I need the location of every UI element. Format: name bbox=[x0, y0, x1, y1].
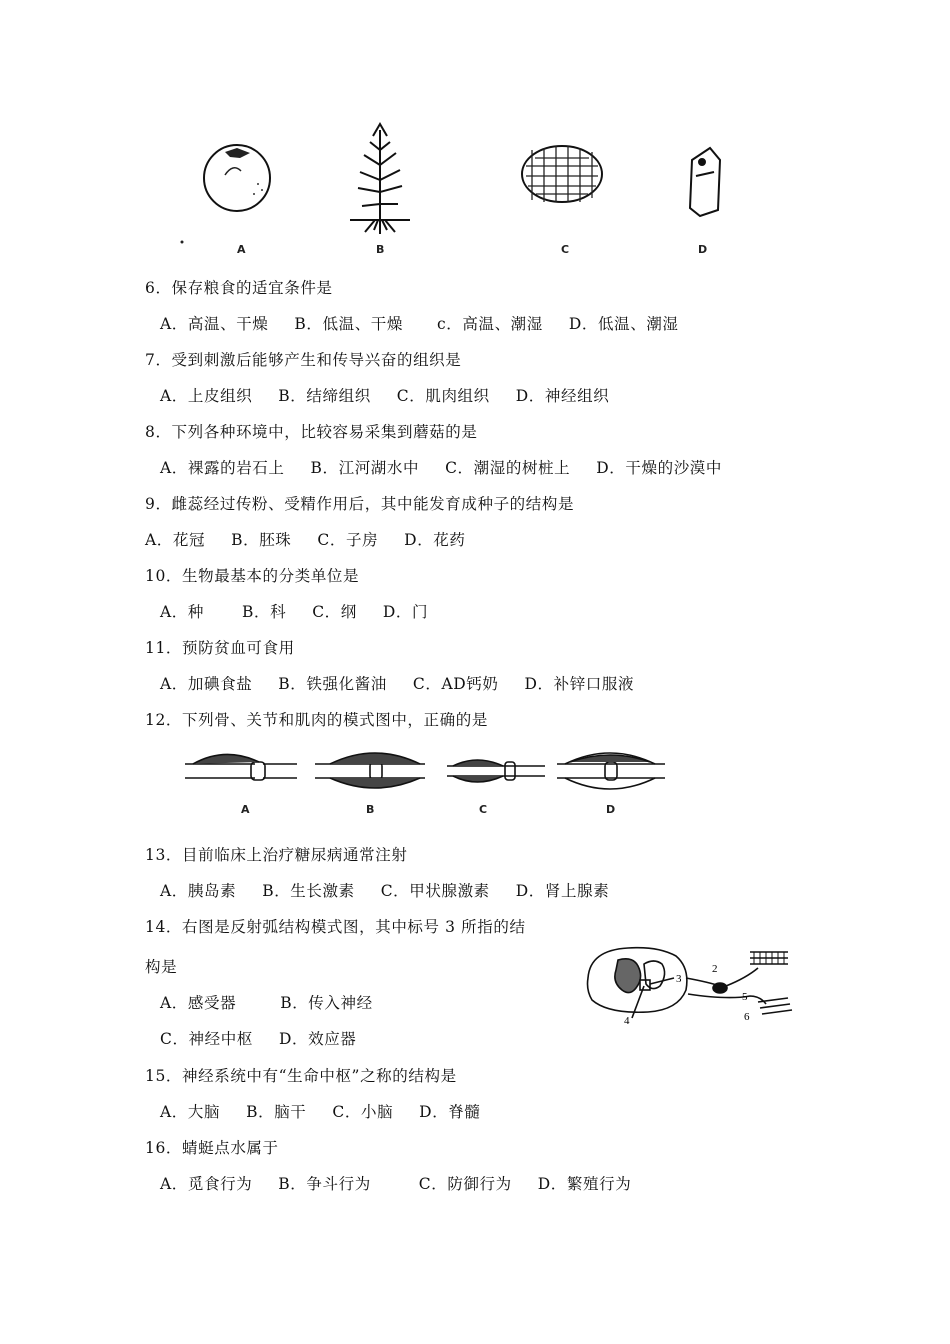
q15-option-c[interactable]: C．小脑 bbox=[332, 1103, 394, 1121]
q15-option-a[interactable]: A．大脑 bbox=[160, 1103, 221, 1121]
question-13-stem: 13．目前临床上治疗糖尿病通常注射 bbox=[145, 846, 408, 864]
q15-option-b[interactable]: B．脑干 bbox=[246, 1103, 307, 1121]
tissue-drawing bbox=[522, 146, 602, 202]
q15-option-d[interactable]: D．脊髓 bbox=[419, 1103, 481, 1121]
question-8-options bbox=[160, 456, 748, 478]
q14-option-a[interactable]: A．感受器 bbox=[160, 994, 237, 1012]
q10-option-d[interactable]: D．门 bbox=[382, 603, 429, 621]
q13-option-a[interactable]: A．胰岛素 bbox=[160, 882, 237, 900]
q11-option-c[interactable]: C．AD钙奶 bbox=[412, 675, 499, 693]
q14-option-c[interactable]: C．神经中枢 bbox=[160, 1030, 253, 1048]
q16-option-b[interactable]: B．争斗行为 bbox=[278, 1175, 371, 1193]
q13-option-d[interactable]: D．肾上腺素 bbox=[515, 882, 610, 900]
question-8-stem: 8．下列各种环境中，比较容易采集到蘑菇的是 bbox=[145, 423, 478, 441]
question-16-stem: 16．蜻蜓点水属于 bbox=[145, 1139, 279, 1157]
question-15-stem: 15．神经系统中有“生命中枢”之称的结构是 bbox=[145, 1067, 457, 1085]
bone-figure-label-d: D bbox=[606, 803, 616, 816]
question-9-stem: 9．雌蕊经过传粉、受精作用后，其中能发育成种子的结构是 bbox=[145, 495, 575, 513]
model-d bbox=[557, 753, 665, 789]
q10-option-c[interactable]: C．纲 bbox=[312, 603, 357, 621]
q9-option-b[interactable]: B．胚珠 bbox=[231, 531, 292, 549]
reflex-arc-figure bbox=[578, 938, 798, 1028]
top-figure-label-c: C bbox=[561, 243, 570, 256]
cell-drawing bbox=[690, 148, 720, 216]
q14-option-b[interactable]: B．传入神经 bbox=[280, 994, 373, 1012]
q7-option-b[interactable]: B．结缔组织 bbox=[278, 387, 371, 405]
model-c bbox=[447, 760, 545, 782]
question-10-options bbox=[160, 600, 454, 622]
question-14-options-row-1 bbox=[160, 991, 399, 1013]
q13-option-b[interactable]: B．生长激素 bbox=[262, 882, 355, 900]
q9-option-a[interactable]: A．花冠 bbox=[145, 531, 206, 549]
q13-option-c[interactable]: C．甲状腺激素 bbox=[380, 882, 490, 900]
question-16-options bbox=[160, 1172, 657, 1194]
q7-option-c[interactable]: C．肌肉组织 bbox=[396, 387, 490, 405]
q7-option-d[interactable]: D．神经组织 bbox=[515, 387, 610, 405]
reflex-label-5: 5 bbox=[742, 991, 748, 1003]
top-figure-label-a: A bbox=[237, 243, 246, 256]
q16-option-c[interactable]: C．防御行为 bbox=[418, 1175, 512, 1193]
question-13-options bbox=[160, 879, 635, 901]
top-figure bbox=[170, 120, 750, 260]
bone-figure-label-c: C bbox=[479, 803, 488, 816]
q8-option-a[interactable]: A．裸露的岩石上 bbox=[160, 459, 285, 477]
q6-option-d[interactable]: D．低温、潮湿 bbox=[568, 315, 679, 333]
question-14-stem-continued: 构是 bbox=[145, 958, 178, 976]
bone-figure-label-b: B bbox=[366, 803, 375, 816]
top-figure-label-b: B bbox=[376, 243, 385, 256]
question-11-options bbox=[160, 672, 660, 694]
tomato-drawing bbox=[204, 145, 270, 211]
reflex-label-6: 6 bbox=[744, 1011, 750, 1023]
question-11-stem: 11．预防贫血可食用 bbox=[145, 639, 295, 657]
reflex-label-2: 2 bbox=[712, 963, 718, 975]
q9-option-c[interactable]: C．子房 bbox=[317, 531, 379, 549]
q10-option-a[interactable]: A．种 bbox=[160, 603, 204, 621]
q6-option-c[interactable]: c．高温、潮湿 bbox=[437, 315, 543, 333]
question-6-options bbox=[160, 312, 705, 334]
q6-option-b[interactable]: B．低温、干燥 bbox=[294, 315, 403, 333]
question-6-stem: 6．保存粮食的适宜条件是 bbox=[145, 279, 333, 297]
q11-option-b[interactable]: B．铁强化酱油 bbox=[278, 675, 387, 693]
q9-option-d[interactable]: D．花药 bbox=[404, 531, 466, 549]
question-14-stem: 14．右图是反射弧结构模式图，其中标号 3 所指的结 bbox=[145, 918, 526, 936]
q6-option-a[interactable]: A．高温、干燥 bbox=[160, 315, 269, 333]
question-12-stem: 12．下列骨、关节和肌肉的模式图中，正确的是 bbox=[145, 711, 488, 729]
question-10-stem: 10．生物最基本的分类单位是 bbox=[145, 567, 360, 585]
bone-figure-label-a: A bbox=[241, 803, 250, 816]
corn-plant-drawing bbox=[350, 124, 410, 234]
question-14-options-row-2 bbox=[160, 1027, 382, 1049]
model-b bbox=[315, 753, 425, 788]
bone-joint-muscle-figure bbox=[185, 748, 670, 796]
q16-option-d[interactable]: D．繁殖行为 bbox=[537, 1175, 632, 1193]
q8-option-b[interactable]: B．江河湖水中 bbox=[310, 459, 420, 477]
q14-option-d[interactable]: D．效应器 bbox=[278, 1030, 357, 1048]
top-figure-label-d: D bbox=[698, 243, 708, 256]
q16-option-a[interactable]: A．觅食行为 bbox=[160, 1175, 253, 1193]
question-7-stem: 7．受到刺激后能够产生和传导兴奋的组织是 bbox=[145, 351, 462, 369]
model-a bbox=[185, 754, 297, 780]
question-7-options bbox=[160, 384, 635, 406]
question-15-options bbox=[160, 1100, 507, 1122]
q8-option-c[interactable]: C．潮湿的树桩上 bbox=[445, 459, 571, 477]
q8-option-d[interactable]: D．干燥的沙漠中 bbox=[596, 459, 722, 477]
reflex-label-4: 4 bbox=[624, 1015, 630, 1027]
q7-option-a[interactable]: A．上皮组织 bbox=[160, 387, 253, 405]
q11-option-d[interactable]: D．补锌口服液 bbox=[524, 675, 635, 693]
q10-option-b[interactable]: B．科 bbox=[242, 603, 287, 621]
question-9-options bbox=[145, 528, 492, 550]
reflex-label-3: 3 bbox=[676, 973, 682, 985]
q11-option-a[interactable]: A．加碘食盐 bbox=[160, 675, 253, 693]
